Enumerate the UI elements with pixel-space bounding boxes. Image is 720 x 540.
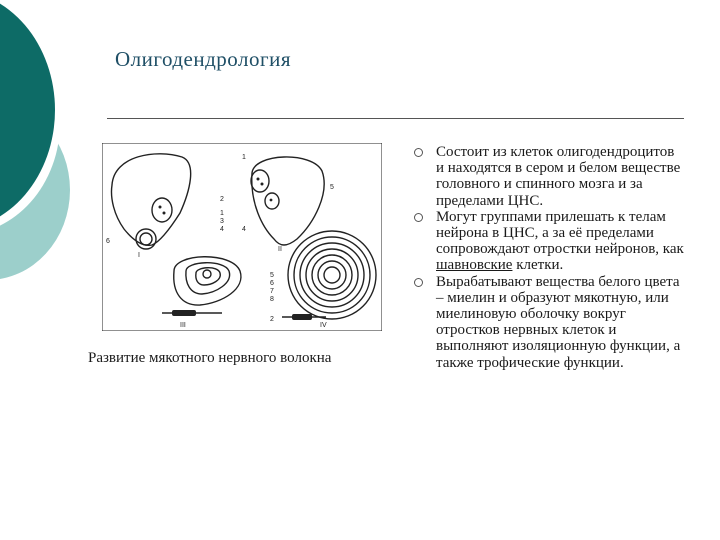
bullet-list xyxy=(412,144,684,371)
bullet-text-part: клетки. xyxy=(512,257,564,274)
figure-caption: Развитие мякотного нервного волокна xyxy=(88,350,332,366)
bullet-item xyxy=(412,209,684,274)
figure-label-4b: 4 xyxy=(242,226,246,233)
stage-label-3: III xyxy=(180,322,186,329)
bullet-text xyxy=(436,209,684,274)
bullet-text-part: Вырабатывают вещества белого цвета – миелин и образуют мякотную, или миелиновую оболочку вокруг отростков нервных клеток и выполняют изоляционную функции, а также трофические функции. xyxy=(436,273,681,371)
figure-label-2: 2 xyxy=(220,196,224,203)
bullet-circle-icon xyxy=(414,213,423,222)
bullet-item xyxy=(412,144,684,209)
slide-title: Олигодендрология xyxy=(115,47,292,71)
figure-label-2b: 2 xyxy=(270,316,274,323)
stage-label-1: I xyxy=(138,252,140,259)
figure-label-1b: 1 xyxy=(242,154,246,161)
bullet-text xyxy=(436,144,680,209)
figure-label-4: 4 xyxy=(220,226,224,233)
bullet-text xyxy=(436,274,680,371)
bullet-text-part: Состоит из клеток олигодендроцитов и находятся в сером и белом веществе головного и спинного мозга и за пределами ЦНС. xyxy=(436,144,681,209)
figure-label-5: 5 xyxy=(330,184,334,191)
figure-label-7: 7 xyxy=(270,288,274,295)
bullet-circle-icon xyxy=(414,278,423,287)
stage-label-2: II xyxy=(278,246,282,253)
figure-label-1: 1 xyxy=(220,210,224,217)
figure-label-6: 6 xyxy=(106,238,110,245)
figure-label-3: 3 xyxy=(220,218,224,225)
bullet-circle-icon xyxy=(414,148,423,157)
myelination-figure xyxy=(102,143,382,331)
bullet-underlined: шавновские xyxy=(436,257,513,274)
figure-label-8: 8 xyxy=(270,296,274,303)
bullet-text-part: Могут группами прилешать к телам нейрона в ЦНС, а за её пределами сопровождают отростки нейронов, как xyxy=(436,208,684,258)
figure-label-6b: 6 xyxy=(270,280,274,287)
stage-label-4: IV xyxy=(320,322,327,329)
bullet-item xyxy=(412,274,684,371)
myelination-diagram xyxy=(102,143,382,331)
title-divider xyxy=(107,118,684,119)
figure-label-5b: 5 xyxy=(270,272,274,279)
